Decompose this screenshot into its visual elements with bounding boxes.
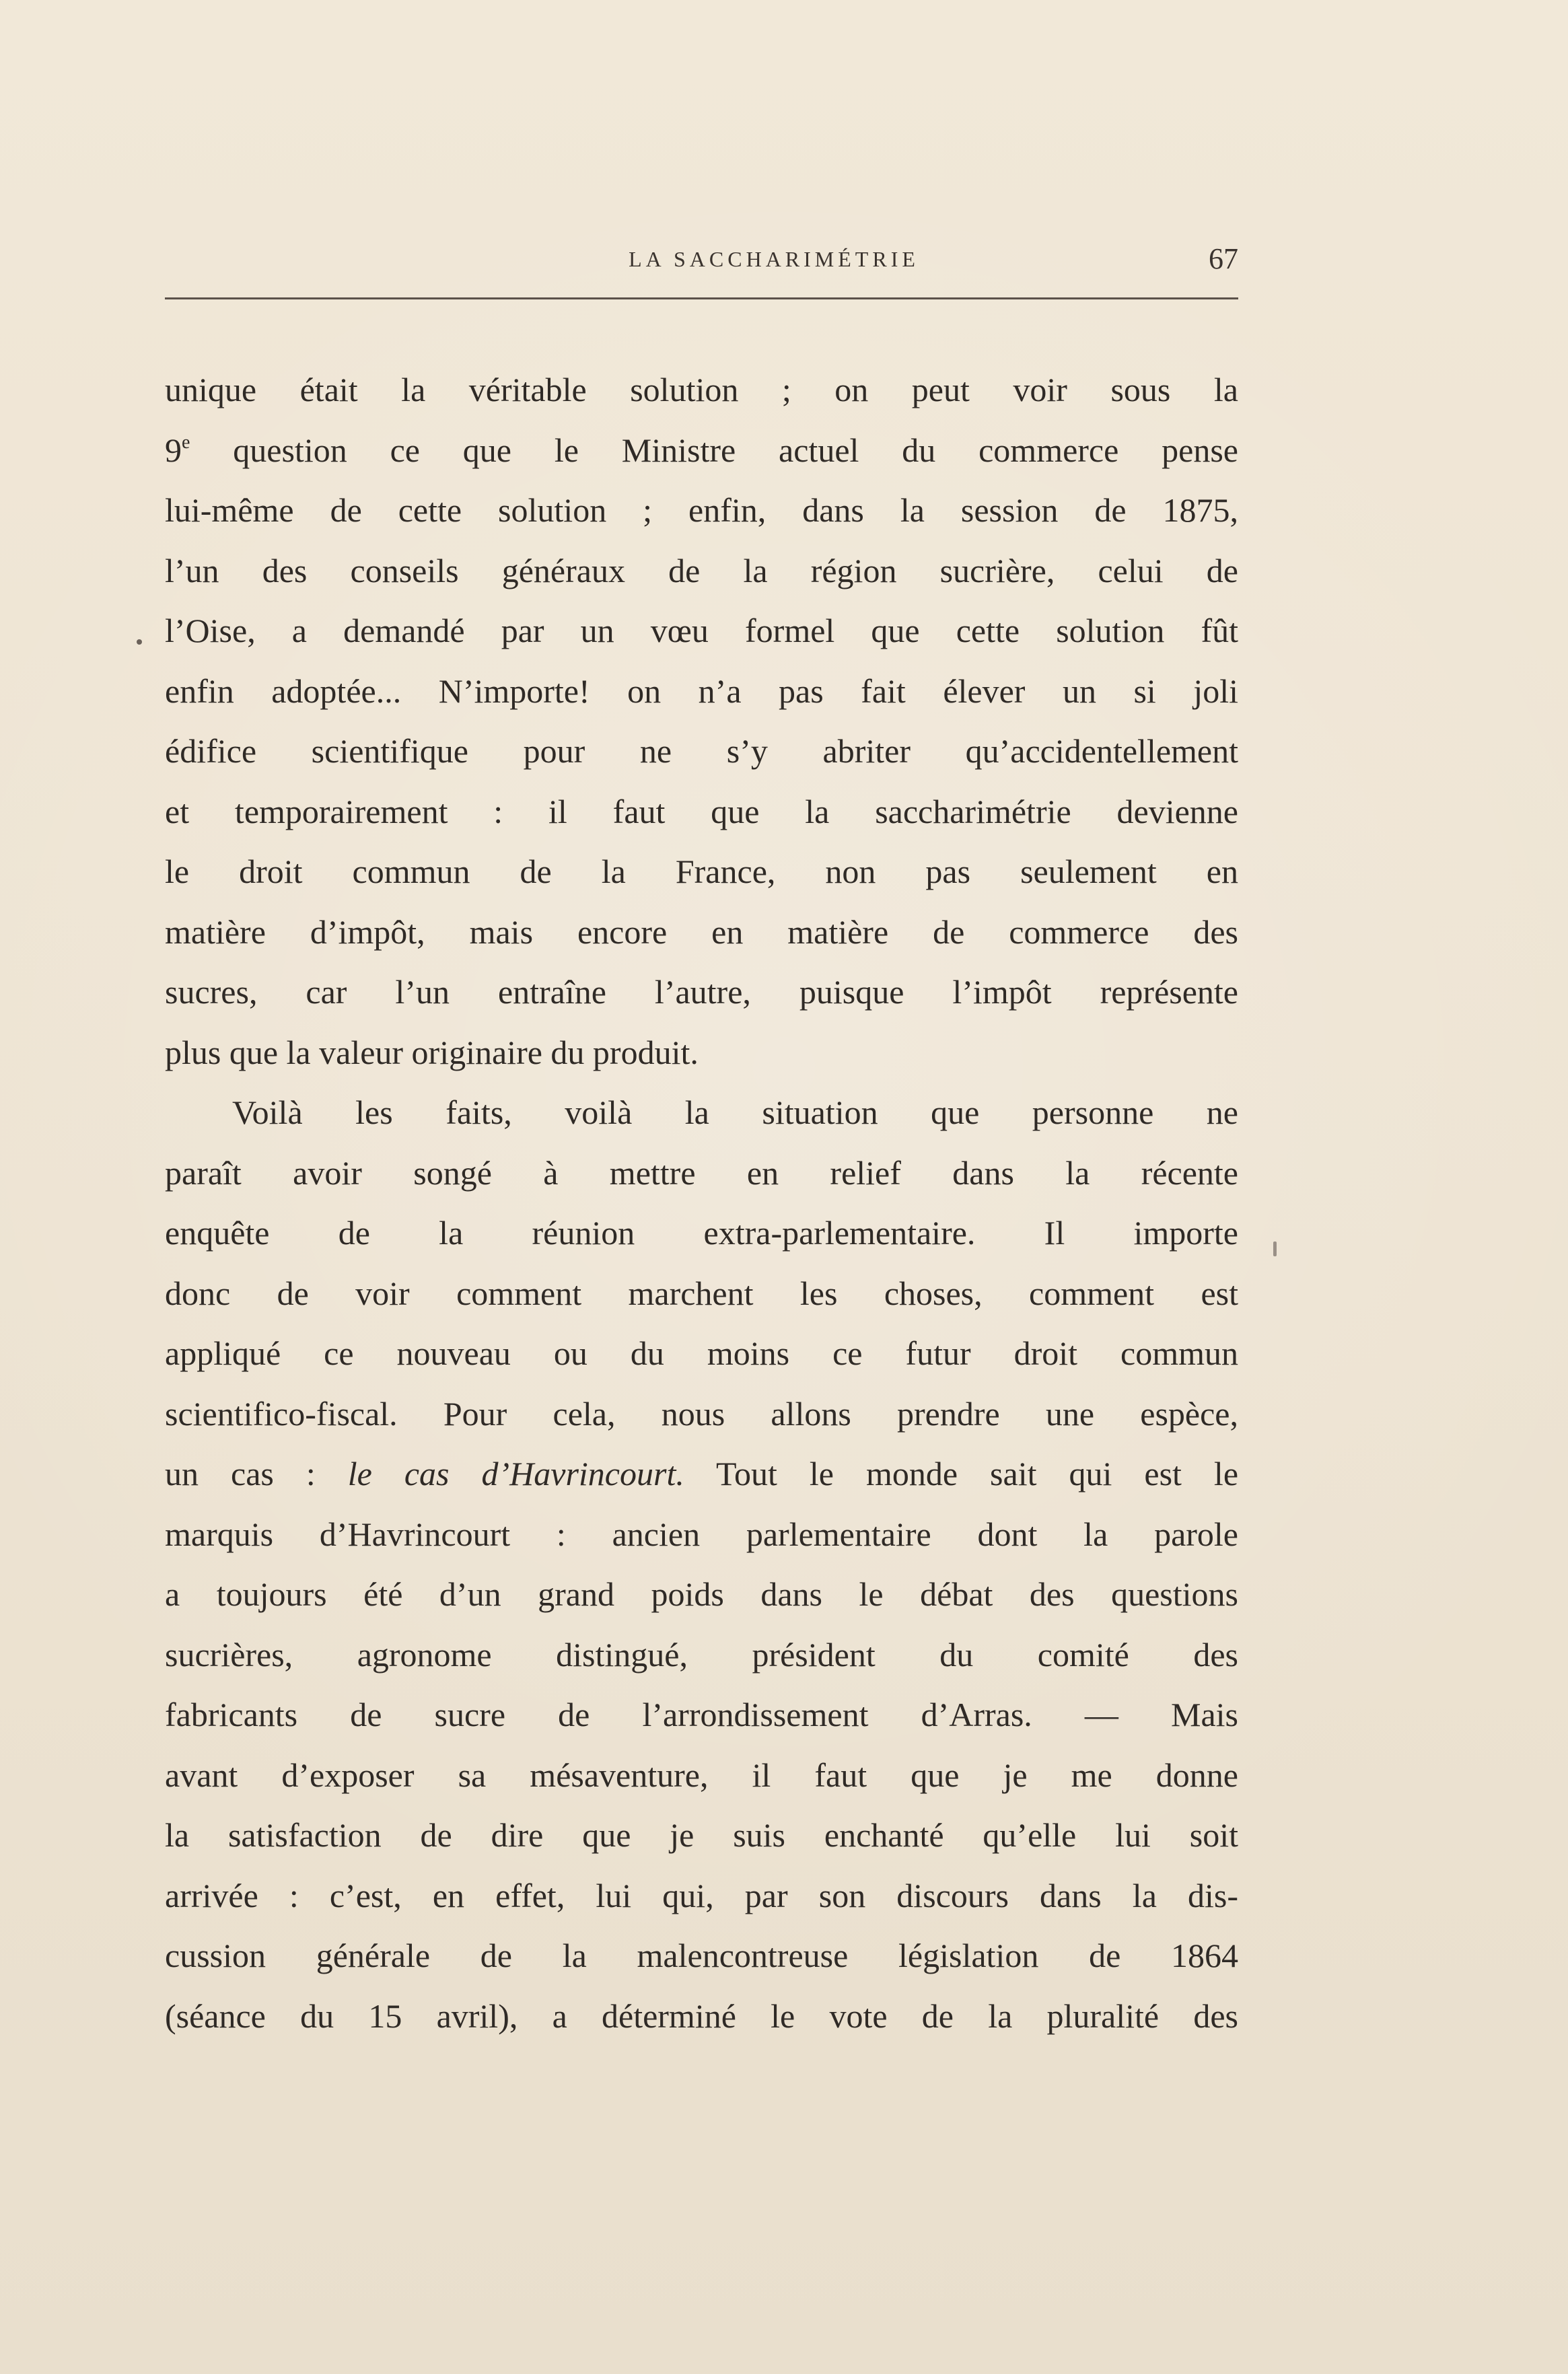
text-line: a toujours été d’un grand poids dans le débat des questions	[165, 1575, 1238, 1613]
text-line: cussion générale de la malencontreuse législation de 1864	[165, 1937, 1238, 1974]
running-head	[165, 239, 1238, 279]
text-line: l’un des conseils généraux de la région sucrière, celui de	[165, 551, 1238, 589]
text-line: marquis d’Havrincourt : ancien parlementaire dont la parole	[165, 1515, 1238, 1553]
text-line: un cas : le cas d’Havrincourt. Tout le monde sait qui est le	[165, 1455, 1239, 1492]
page-number: 67	[1209, 242, 1238, 275]
margin-dot-mark	[137, 639, 142, 645]
text-line: enquête de la réunion extra-parlementaire. Il importe	[165, 1214, 1238, 1252]
running-title: LA SACCHARIMÉTRIE	[629, 247, 919, 271]
text-line: avant d’exposer sa mésaventure, il faut que je me donne	[165, 1756, 1238, 1794]
text-line: 9e question ce que le Ministre actuel du commerce pense	[165, 431, 1238, 469]
text-line: plus que la valeur originaire du produit.	[165, 1033, 699, 1071]
text-line: matière d’impôt, mais encore en matière de commerce des	[165, 912, 1238, 951]
header-rule	[165, 297, 1238, 299]
text-line: Voilà les faits, voilà la situation que personne ne	[232, 1093, 1238, 1131]
text-line: (séance du 15 avril), a déterminé le vote de la pluralité des	[165, 1997, 1238, 2035]
text-line: lui-même de cette solution ; enfin, dans la session de 1875,	[165, 491, 1238, 529]
text-line: unique était la véritable solution ; on peut voir sous la	[165, 371, 1238, 408]
text-line: sucrières, agronome distingué, président du comité des	[165, 1635, 1238, 1674]
text-line: et temporairement : il faut que la saccharimétrie devienne	[165, 792, 1238, 830]
italic-case-name: le cas d’Havrincourt.	[347, 1455, 684, 1492]
text-line: paraît avoir songé à mettre en relief dans la récente	[165, 1153, 1238, 1192]
text-line: l’Oise, a demandé par un vœu formel que cette solution fût	[165, 612, 1238, 649]
text-line: sucres, car l’un entraîne l’autre, puisque l’impôt représente	[165, 973, 1238, 1011]
superscript: e	[182, 431, 190, 453]
margin-tick-mark	[1273, 1242, 1277, 1256]
text-line: scientifico-fiscal. Pour cela, nous allons prendre une espèce,	[165, 1394, 1238, 1433]
body-text	[165, 360, 1238, 2046]
text-line: enfin adoptée... N’importe! on n’a pas fait élever un si joli	[165, 672, 1238, 710]
text-line: fabricants de sucre de l’arrondissement d’Arras. — Mais	[165, 1696, 1238, 1733]
text-line: édifice scientifique pour ne s’y abriter qu’accidentellement	[165, 732, 1238, 770]
text-line: donc de voir comment marchent les choses, comment est	[165, 1274, 1238, 1312]
text-line: arrivée : c’est, en effet, lui qui, par son discours dans la dis-	[165, 1876, 1238, 1914]
text-line: appliqué ce nouveau ou du moins ce futur droit commun	[165, 1334, 1238, 1372]
text-line: le droit commun de la France, non pas seulement en	[165, 853, 1238, 890]
text-line: la satisfaction de dire que je suis enchanté qu’elle lui soit	[165, 1816, 1238, 1854]
